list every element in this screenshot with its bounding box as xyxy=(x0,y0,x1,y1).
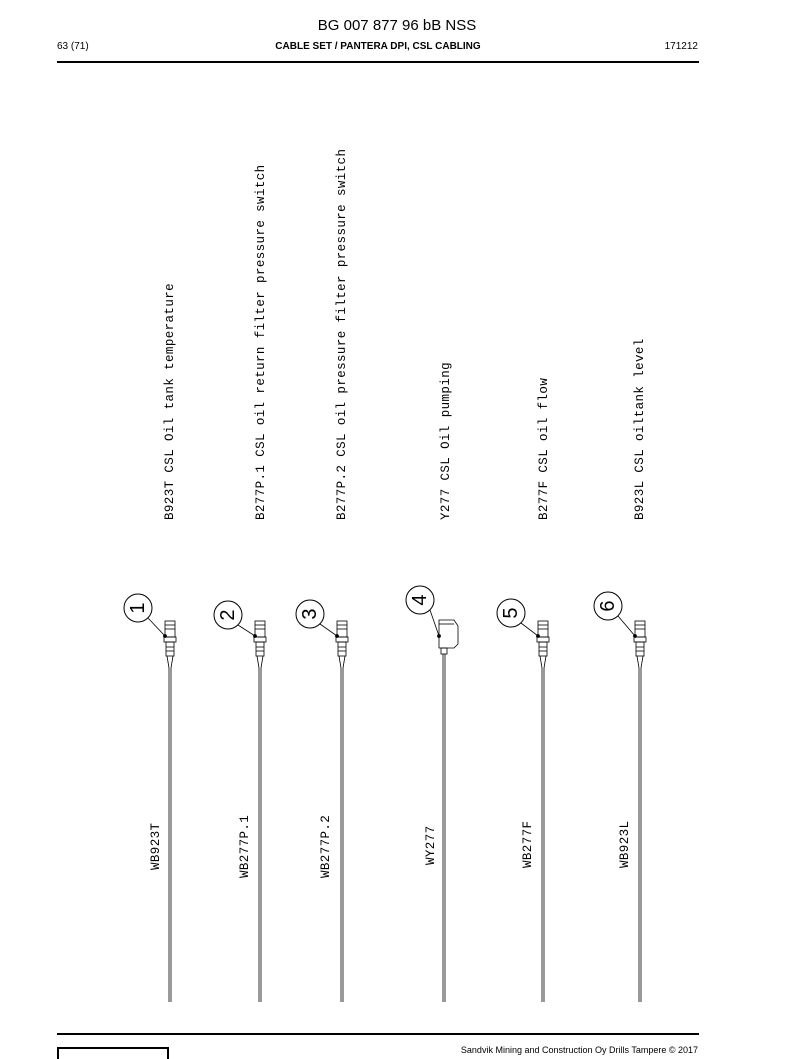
cable-gland-4 xyxy=(441,648,447,654)
footer-rule xyxy=(57,1033,699,1035)
strain-relief-6 xyxy=(637,656,643,668)
cable-assembly-3 xyxy=(296,600,348,1002)
company-logo xyxy=(57,1047,169,1059)
balloon-number-2: 2 xyxy=(217,609,239,621)
cable-assembly-5 xyxy=(497,599,549,1002)
page-number: 63 (71) xyxy=(57,41,89,52)
strain-relief-5 xyxy=(540,656,546,668)
balloon-number-3: 3 xyxy=(299,608,321,620)
footer-copyright: Sandvik Mining and Construction Oy Drills Tampere © 2017 xyxy=(460,1045,698,1055)
cable-assembly-2 xyxy=(214,601,266,1002)
document-number: BG 007 877 96 bB NSS xyxy=(317,17,477,34)
cable-assembly-6 xyxy=(594,592,646,1002)
cable-code-6: WB923L xyxy=(618,820,632,868)
balloon-number-4: 4 xyxy=(409,594,431,606)
balloon-number-1: 1 xyxy=(127,602,149,614)
cable-description-2: B277P.1 CSL oil return filter pressure switch xyxy=(254,164,268,520)
connector-ring-5 xyxy=(537,637,549,642)
cable-gland-6 xyxy=(636,642,644,656)
leader-line-4 xyxy=(430,610,439,636)
cable-gland-3 xyxy=(338,642,346,656)
balloon-number-6: 6 xyxy=(597,600,619,612)
section-title: CABLE SET / PANTERA DPI, CSL CABLING xyxy=(275,41,481,52)
strain-relief-3 xyxy=(339,656,345,668)
leader-dot-1 xyxy=(164,635,167,638)
leader-line-1 xyxy=(148,618,165,636)
connector-ring-1 xyxy=(164,637,176,642)
leader-dot-2 xyxy=(254,635,257,638)
cable-gland-5 xyxy=(539,642,547,656)
cable-code-1: WB923T xyxy=(149,822,163,870)
cable-assembly-1 xyxy=(124,594,176,1002)
leader-dot-6 xyxy=(634,635,637,638)
cable-gland-2 xyxy=(256,642,264,656)
cable-description-1: B923T CSL Oil tank temperature xyxy=(163,282,177,520)
cable-code-4: WY277 xyxy=(424,825,438,865)
leader-line-3 xyxy=(320,624,337,636)
leader-dot-5 xyxy=(537,635,540,638)
cable-assembly-4 xyxy=(406,586,458,1002)
cable-description-4: Y277 CSL Oil pumping xyxy=(439,361,453,520)
cable-code-5: WB277F xyxy=(521,820,535,868)
cable-code-2: WB277P.1 xyxy=(238,814,252,878)
cable-code-3: WB277P.2 xyxy=(319,814,333,878)
connector-ring-6 xyxy=(634,637,646,642)
cable-description-3: B277P.2 CSL oil pressure filter pressure switch xyxy=(335,148,349,520)
date-code: 171212 xyxy=(664,41,698,52)
strain-relief-2 xyxy=(257,656,263,668)
leader-line-6 xyxy=(618,616,635,636)
leader-dot-3 xyxy=(336,635,339,638)
leader-dot-4 xyxy=(438,635,441,638)
connector-ring-3 xyxy=(336,637,348,642)
cable-description-6: B923L CSL oiltank level xyxy=(633,338,647,520)
balloon-number-5: 5 xyxy=(500,607,522,619)
leader-line-2 xyxy=(238,625,255,636)
cable-description-5: B277F CSL oil flow xyxy=(537,377,551,520)
connector-ring-2 xyxy=(254,637,266,642)
strain-relief-1 xyxy=(167,656,173,668)
cable-gland-1 xyxy=(166,642,174,656)
leader-line-5 xyxy=(521,623,538,636)
